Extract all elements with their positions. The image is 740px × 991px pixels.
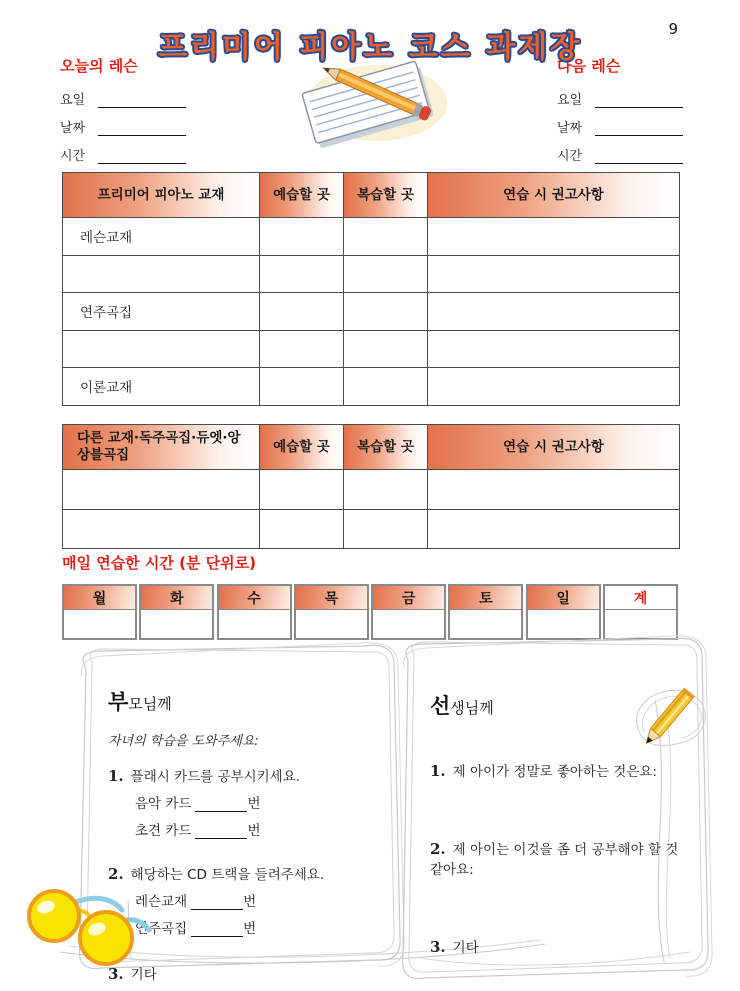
time-blank[interactable]	[595, 151, 683, 164]
sub-label: 레슨교재	[135, 894, 188, 910]
sub-label: 음악 카드	[135, 796, 192, 812]
item-number: 2.	[430, 840, 446, 858]
parents-heading	[108, 686, 380, 716]
teacher-heading-rest: 생님께	[450, 699, 494, 717]
day-label: 요일	[557, 93, 583, 108]
row-label[interactable]	[63, 331, 259, 368]
day-header: 토	[450, 586, 521, 610]
page-number: 9	[668, 20, 678, 38]
lesson-field-time	[60, 145, 240, 164]
sight-reading-card-line	[135, 819, 380, 839]
lesson-field-time	[557, 145, 737, 164]
day-minutes-cell[interactable]	[141, 610, 212, 637]
table-row	[63, 255, 679, 293]
row-label: 레슨교재	[80, 230, 133, 247]
item-number: 2.	[108, 865, 124, 883]
parents-item-2	[108, 863, 380, 883]
preview-cell[interactable]	[259, 470, 343, 509]
item-text: 기타	[130, 967, 157, 983]
day-minutes-cell[interactable]	[219, 610, 290, 637]
lesson-field-date	[557, 117, 737, 136]
today-lesson-block	[60, 55, 240, 164]
recommendation-cell[interactable]	[427, 293, 679, 330]
recommendation-cell[interactable]	[427, 256, 679, 293]
header-cell-recommendation: 연습 시 권고사항	[427, 425, 679, 469]
item-text: 해당하는 CD 트랙을 들려주세요.	[130, 867, 325, 883]
parents-note-content	[78, 652, 394, 983]
books-table	[62, 172, 680, 406]
day-header: 월	[64, 586, 135, 610]
header-cell-books: 프리미어 피아노 교재	[63, 173, 259, 217]
header-cell-other-books: 다른 교재·독주곡집·듀엣·앙상블곡집	[63, 425, 259, 469]
table-row	[63, 217, 679, 255]
music-card-blank[interactable]	[195, 799, 247, 812]
date-label: 날짜	[60, 121, 86, 136]
date-blank[interactable]	[98, 123, 186, 136]
teacher-heading	[430, 690, 692, 720]
review-cell[interactable]	[343, 368, 427, 405]
date-label: 날짜	[557, 121, 583, 136]
music-card-line	[135, 792, 380, 812]
review-cell[interactable]	[343, 470, 427, 509]
lesson-field-day	[557, 89, 737, 108]
recommendation-cell[interactable]	[427, 331, 679, 368]
teacher-item-2	[430, 838, 692, 878]
parents-heading-rest: 모님께	[128, 695, 172, 713]
other-books-table	[62, 424, 680, 549]
preview-cell[interactable]	[259, 368, 343, 405]
parents-item-1	[108, 765, 380, 785]
day-box-wed	[217, 584, 292, 640]
recommendation-cell[interactable]	[427, 368, 679, 405]
header-cell-preview: 예습할 곳	[259, 425, 343, 469]
other-table-header-row	[63, 425, 679, 469]
header-cell-recommendation: 연습 시 권고사항	[427, 173, 679, 217]
teacher-note-box	[402, 646, 702, 972]
sight-reading-card-blank[interactable]	[195, 826, 247, 839]
item-text: 플래시 카드를 공부시키세요.	[130, 769, 301, 785]
review-cell[interactable]	[343, 256, 427, 293]
review-cell[interactable]	[343, 331, 427, 368]
sub-suffix: 번	[243, 894, 257, 910]
books-table-header-row	[63, 173, 679, 217]
preview-cell[interactable]	[259, 293, 343, 330]
day-header: 금	[373, 586, 444, 610]
table-row	[63, 367, 679, 405]
table-row	[63, 469, 679, 509]
header-cell-preview: 예습할 곳	[259, 173, 343, 217]
day-header: 화	[141, 586, 212, 610]
recommendation-cell[interactable]	[427, 218, 679, 255]
recommendation-cell[interactable]	[427, 510, 679, 549]
lesson-field-day	[60, 89, 240, 108]
page-title: 프리미어 피아노 코스 과제장	[157, 30, 583, 65]
header-cell-review: 복습할 곳	[343, 425, 427, 469]
time-label: 시간	[60, 149, 86, 164]
review-cell[interactable]	[343, 510, 427, 549]
teacher-heading-initial: 선	[430, 694, 451, 718]
row-label[interactable]	[63, 470, 259, 509]
parents-note-box	[78, 652, 394, 983]
item-number: 1.	[108, 767, 124, 785]
day-blank[interactable]	[98, 95, 186, 108]
performance-book-track-line	[135, 917, 380, 937]
sub-label: 초견 카드	[135, 823, 192, 839]
day-box-mon	[62, 584, 137, 640]
row-label: 연주곡집	[80, 305, 133, 322]
teacher-item-3	[430, 936, 692, 956]
item-text: 기타	[452, 940, 479, 956]
recommendation-cell[interactable]	[427, 470, 679, 509]
item-number: 1.	[430, 762, 446, 780]
preview-cell[interactable]	[259, 510, 343, 549]
lesson-field-date	[60, 117, 240, 136]
total-header: 계	[605, 586, 676, 610]
table-row	[63, 330, 679, 368]
sub-suffix: 번	[247, 823, 261, 839]
review-cell[interactable]	[343, 218, 427, 255]
parents-heading-initial: 부	[108, 690, 129, 714]
date-blank[interactable]	[595, 123, 683, 136]
performance-book-track-blank[interactable]	[191, 924, 243, 937]
table-row	[63, 509, 679, 549]
preview-cell[interactable]	[259, 331, 343, 368]
daily-practice-heading: 매일 연습한 시간 (분 단위로)	[62, 554, 256, 572]
teacher-note-content	[402, 646, 702, 956]
preview-cell[interactable]	[259, 256, 343, 293]
review-cell[interactable]	[343, 293, 427, 330]
day-label: 요일	[60, 93, 86, 108]
row-label[interactable]	[63, 256, 259, 293]
sub-label: 연주곡집	[135, 921, 188, 937]
lesson-book-track-line	[135, 890, 380, 910]
day-minutes-cell[interactable]	[64, 610, 135, 637]
header-cell-review: 복습할 곳	[343, 173, 427, 217]
item-number: 3.	[430, 938, 446, 956]
row-label[interactable]	[63, 510, 259, 549]
parents-item-3	[108, 963, 380, 983]
item-text: 제 아이가 정말로 좋아하는 것은요:	[452, 764, 657, 780]
time-label: 시간	[557, 149, 583, 164]
today-lesson-heading: 오늘의 레슨	[60, 57, 138, 75]
day-box-thu	[294, 584, 369, 640]
preview-cell[interactable]	[259, 218, 343, 255]
parents-intro: 자녀의 학습을 도와주세요:	[108, 734, 259, 749]
lesson-book-track-blank[interactable]	[191, 897, 243, 910]
day-header: 수	[219, 586, 290, 610]
day-minutes-cell[interactable]	[296, 610, 367, 637]
sub-suffix: 번	[247, 796, 261, 812]
row-label: 이론교재	[80, 380, 133, 397]
table-row	[63, 292, 679, 330]
sub-suffix: 번	[243, 921, 257, 937]
next-lesson-heading: 다음 레슨	[557, 57, 621, 75]
day-box-tue	[139, 584, 214, 640]
day-header: 일	[528, 586, 599, 610]
time-blank[interactable]	[98, 151, 186, 164]
item-text: 제 아이는 이것을 좀 더 공부해야 할 것 같아요:	[430, 842, 679, 878]
item-number: 3.	[108, 965, 124, 983]
next-lesson-block	[557, 55, 737, 164]
teacher-item-1	[430, 760, 692, 780]
day-header: 목	[296, 586, 367, 610]
day-blank[interactable]	[595, 95, 683, 108]
